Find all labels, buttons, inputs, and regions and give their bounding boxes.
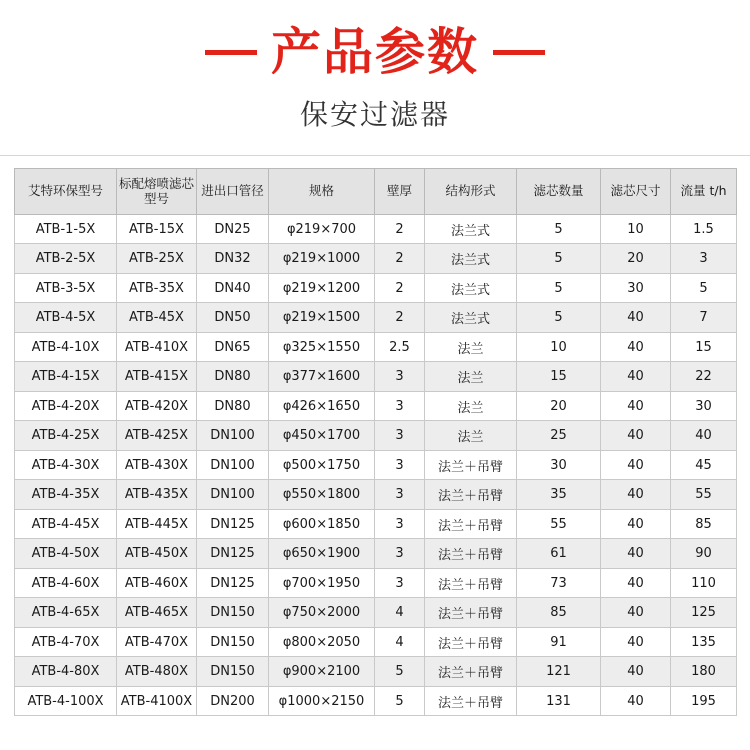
table-cell: φ600×1850 [269,509,375,539]
table-cell: 61 [517,539,601,569]
table-cell: ATB-35X [117,273,197,303]
table-cell: φ450×1700 [269,421,375,451]
table-cell: 35 [517,480,601,510]
table-cell: ATB-25X [117,244,197,274]
table-cell: ATB-4-45X [15,509,117,539]
table-cell: 法兰式 [425,244,517,274]
table-cell: φ219×1200 [269,273,375,303]
spec-table-wrap [14,168,736,717]
table-cell: 法兰式 [425,303,517,333]
table-cell: 10 [601,214,671,244]
table-cell: φ650×1900 [269,539,375,569]
table-cell: φ500×1750 [269,450,375,480]
column-header-flow: 流量 t/h [671,168,737,214]
table-cell: 40 [601,303,671,333]
table-cell: φ700×1950 [269,568,375,598]
table-body [15,214,737,716]
header-divider [0,155,750,156]
table-cell: 40 [601,657,671,687]
table-cell: 法兰＋吊臂 [425,568,517,598]
table-cell: DN100 [197,421,269,451]
table-cell: DN25 [197,214,269,244]
table-cell: 7 [671,303,737,333]
table-cell: 4 [375,627,425,657]
column-header-spec: 规格 [269,168,375,214]
table-cell: 法兰式 [425,214,517,244]
table-header [15,168,737,214]
table-cell: DN100 [197,450,269,480]
table-cell: DN125 [197,509,269,539]
table-cell: 30 [601,273,671,303]
table-cell: 40 [601,450,671,480]
table-cell: ATB-4-65X [15,598,117,628]
table-row [15,244,737,274]
table-cell: DN80 [197,391,269,421]
table-cell: ATB-435X [117,480,197,510]
bottom-spacer [0,716,750,750]
table-cell: 40 [601,539,671,569]
table-cell: 55 [671,480,737,510]
table-cell: 法兰＋吊臂 [425,598,517,628]
table-cell: φ426×1650 [269,391,375,421]
table-cell: φ750×2000 [269,598,375,628]
table-cell: 3 [375,509,425,539]
spec-table [14,168,737,717]
table-cell: ATB-4-25X [15,421,117,451]
table-cell: 40 [601,509,671,539]
page-header [0,0,750,156]
table-cell: ATB-4-60X [15,568,117,598]
table-cell: 2 [375,214,425,244]
table-cell: ATB-4-70X [15,627,117,657]
table-cell: 40 [601,362,671,392]
table-cell: 3 [375,568,425,598]
table-cell: 5 [375,686,425,716]
table-cell: 30 [671,391,737,421]
table-cell: 3 [375,391,425,421]
table-cell: 30 [517,450,601,480]
table-header-row [15,168,737,214]
table-cell: 法兰 [425,332,517,362]
table-cell: 3 [671,244,737,274]
table-cell: 5 [517,214,601,244]
table-row [15,686,737,716]
table-row [15,273,737,303]
table-cell: 20 [601,244,671,274]
table-cell: DN150 [197,627,269,657]
table-cell: 85 [671,509,737,539]
table-row [15,421,737,451]
table-cell: 90 [671,539,737,569]
table-cell: 法兰＋吊臂 [425,450,517,480]
table-cell: 10 [517,332,601,362]
table-row [15,568,737,598]
table-cell: 法兰 [425,362,517,392]
table-cell: 22 [671,362,737,392]
table-cell: 40 [601,421,671,451]
table-cell: 40 [601,686,671,716]
page-subtitle: 保安过滤器 [299,97,450,131]
table-row [15,214,737,244]
column-header-cartridge-model: 标配熔喷滤芯型号 [117,168,197,214]
table-cell: 2.5 [375,332,425,362]
table-cell: 法兰＋吊臂 [425,480,517,510]
table-cell: ATB-4-5X [15,303,117,333]
right-dash-icon [493,50,545,55]
table-cell: ATB-420X [117,391,197,421]
table-cell: 195 [671,686,737,716]
table-cell: ATB-15X [117,214,197,244]
table-cell: DN150 [197,598,269,628]
table-cell: ATB-4-10X [15,332,117,362]
table-cell: ATB-1-5X [15,214,117,244]
table-cell: ATB-4-30X [15,450,117,480]
table-cell: 法兰＋吊臂 [425,627,517,657]
table-cell: 法兰＋吊臂 [425,539,517,569]
table-cell: 法兰式 [425,273,517,303]
table-cell: 125 [671,598,737,628]
table-cell: DN150 [197,657,269,687]
table-cell: ATB-470X [117,627,197,657]
table-cell: 25 [517,421,601,451]
table-row [15,450,737,480]
table-row [15,657,737,687]
table-cell: 法兰＋吊臂 [425,657,517,687]
table-cell: 45 [671,450,737,480]
table-cell: 1.5 [671,214,737,244]
table-cell: ATB-430X [117,450,197,480]
table-cell: 5 [517,303,601,333]
table-cell: ATB-3-5X [15,273,117,303]
table-cell: ATB-4-20X [15,391,117,421]
table-cell: 3 [375,539,425,569]
table-cell: 40 [601,480,671,510]
table-cell: 3 [375,362,425,392]
left-dash-icon [205,50,257,55]
table-cell: 5 [375,657,425,687]
column-header-structure: 结构形式 [425,168,517,214]
table-cell: ATB-450X [117,539,197,569]
table-cell: 15 [517,362,601,392]
column-header-model: 艾特环保型号 [15,168,117,214]
table-cell: ATB-4-35X [15,480,117,510]
table-row [15,539,737,569]
table-cell: 法兰 [425,391,517,421]
table-row [15,362,737,392]
table-cell: φ377×1600 [269,362,375,392]
table-cell: 85 [517,598,601,628]
table-cell: 180 [671,657,737,687]
table-cell: 2 [375,244,425,274]
table-cell: 40 [601,627,671,657]
table-cell: ATB-4-100X [15,686,117,716]
table-cell: DN65 [197,332,269,362]
table-cell: φ800×2050 [269,627,375,657]
table-cell: 91 [517,627,601,657]
table-cell: DN100 [197,480,269,510]
table-cell: ATB-2-5X [15,244,117,274]
table-row [15,627,737,657]
table-cell: φ219×1000 [269,244,375,274]
table-cell: DN80 [197,362,269,392]
table-cell: 121 [517,657,601,687]
table-cell: φ325×1550 [269,332,375,362]
table-cell: ATB-460X [117,568,197,598]
table-cell: 40 [671,421,737,451]
table-cell: 3 [375,480,425,510]
table-cell: ATB-480X [117,657,197,687]
table-cell: ATB-4100X [117,686,197,716]
table-cell: ATB-4-80X [15,657,117,687]
table-cell: 2 [375,303,425,333]
table-cell: 55 [517,509,601,539]
table-row [15,303,737,333]
table-cell: ATB-4-15X [15,362,117,392]
table-cell: 40 [601,391,671,421]
table-cell: ATB-45X [117,303,197,333]
table-cell: ATB-445X [117,509,197,539]
table-cell: DN125 [197,539,269,569]
table-cell: 3 [375,450,425,480]
table-cell: 法兰 [425,421,517,451]
table-row [15,598,737,628]
column-header-cartridge-size: 滤芯尺寸 [601,168,671,214]
table-cell: 40 [601,568,671,598]
table-cell: 131 [517,686,601,716]
table-cell: 40 [601,332,671,362]
table-cell: 135 [671,627,737,657]
table-cell: ATB-415X [117,362,197,392]
table-cell: 5 [517,273,601,303]
page-title: 产品参数 [271,23,479,81]
table-cell: DN200 [197,686,269,716]
table-cell: 4 [375,598,425,628]
column-header-wall-thickness: 壁厚 [375,168,425,214]
table-cell: ATB-4-50X [15,539,117,569]
table-cell: DN125 [197,568,269,598]
table-cell: ATB-465X [117,598,197,628]
table-row [15,391,737,421]
table-cell: ATB-410X [117,332,197,362]
table-row [15,480,737,510]
table-cell: DN50 [197,303,269,333]
table-cell: DN32 [197,244,269,274]
table-cell: 20 [517,391,601,421]
table-cell: 5 [517,244,601,274]
table-cell: φ550×1800 [269,480,375,510]
table-cell: 法兰＋吊臂 [425,509,517,539]
table-cell: ATB-425X [117,421,197,451]
title-row [0,23,750,81]
table-cell: φ219×1500 [269,303,375,333]
table-cell: 73 [517,568,601,598]
table-cell: 15 [671,332,737,362]
table-row [15,509,737,539]
table-row [15,332,737,362]
table-cell: φ900×2100 [269,657,375,687]
table-cell: 3 [375,421,425,451]
table-cell: φ1000×2150 [269,686,375,716]
column-header-port-diameter: 进出口管径 [197,168,269,214]
table-cell: 40 [601,598,671,628]
table-cell: DN40 [197,273,269,303]
table-cell: 110 [671,568,737,598]
table-cell: 5 [671,273,737,303]
table-cell: φ219×700 [269,214,375,244]
table-cell: 法兰＋吊臂 [425,686,517,716]
table-cell: 2 [375,273,425,303]
column-header-cartridge-count: 滤芯数量 [517,168,601,214]
